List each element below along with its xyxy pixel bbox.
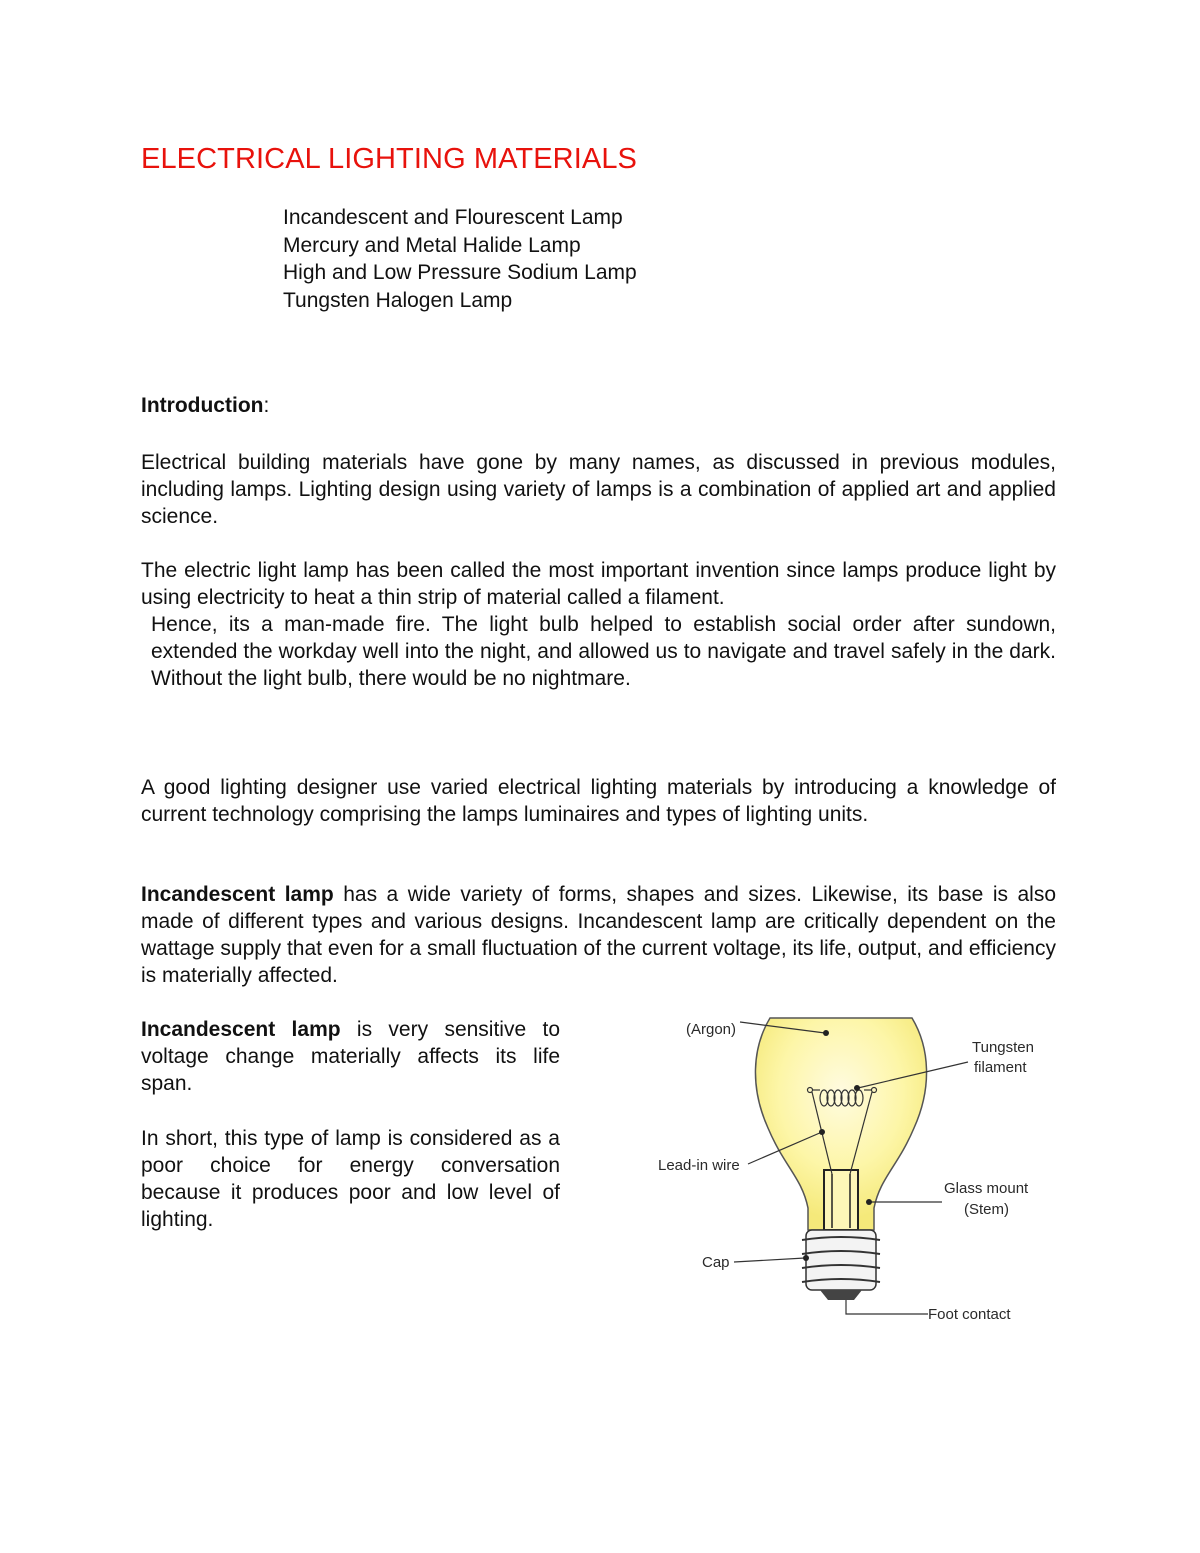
intro-paragraph-1: Electrical building materials have gone by many names, as discussed in previous modules, including lamps. Lighting design using variety of lamps is a combination of applied art and applied science. [141,451,1056,528]
label-argon: (Argon) [686,1021,737,1038]
incandescent-paragraph-3: In short, this type of lamp is considered as a poor choice for energy conversation because it produces poor and low level of lighting. [141,1127,560,1231]
document-title: ELECTRICAL LIGHTING MATERIALS [141,143,637,175]
label-lead-in-wire: Lead-in wire [658,1157,740,1174]
incandescent-paragraph-1-text: has a wide variety of forms, shapes and sizes. Likewise, its base is also made of different types and various designs. Incandescent lamp are critically dependent on the wattage supply that even for a small fluctuation of the current voltage, its life, output, and efficiency is materially affected. [141,883,1057,987]
topic-item: Incandescent and Flourescent Lamp [283,206,623,229]
label-foot-contact: Foot contact [928,1306,1011,1323]
introduction-heading-colon: : [263,394,270,417]
intro-paragraph-2b: Hence, its a man-made fire. The light bulb helped to establish social order after sundown, extended the workday well into the night, and allowed us to navigate and travel safely in the dark. Without the light bulb, there would be no nightmare. [151,613,1056,690]
label-glass-mount-line1: Glass mount [944,1180,1029,1197]
incandescent-term: Incandescent lamp [141,883,334,906]
topic-list [283,204,637,314]
intro-paragraph-2a: The electric light lamp has been called the most important invention since lamps produce light by using electricity to heat a thin strip of material called a filament. [141,559,1056,609]
label-tungsten-line2: filament [974,1059,1027,1076]
introduction-heading [141,394,269,418]
incandescent-paragraph-1 [141,881,1056,989]
incandescent-paragraph-2-text: is very sensitive to voltage change materially affects its life span. [141,1018,560,1095]
incandescent-term: Incandescent lamp [141,1018,341,1041]
topic-item: Mercury and Metal Halide Lamp [283,233,581,257]
glass-mount [824,1170,858,1230]
topic-item: High and Low Pressure Sodium Lamp [283,261,637,284]
incandescent-bulb-diagram [650,1008,1050,1328]
incandescent-paragraph-2 [141,1016,560,1097]
introduction-heading-label: Introduction [141,394,264,417]
intro-paragraph-3: A good lighting designer use varied electrical lighting materials by introducing a knowledge of current technology comprising the lamps luminaires and types of lighting units. [141,776,1056,826]
label-cap: Cap [702,1254,730,1271]
screw-cap [802,1230,880,1300]
label-tungsten-line1: Tungsten [972,1039,1034,1056]
label-glass-mount-line2: (Stem) [964,1201,1009,1218]
topic-item: Tungsten Halogen Lamp [283,288,513,312]
